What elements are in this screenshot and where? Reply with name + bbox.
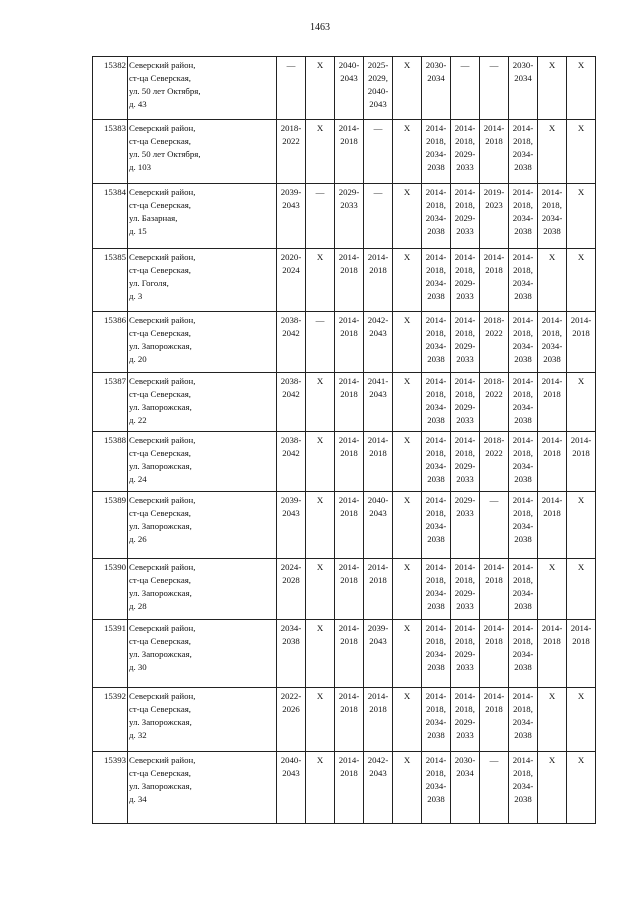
schedule-cell: 2014- 2018, 2034- 2038 bbox=[422, 432, 451, 492]
schedule-cell: 2014- 2018, 2034- 2038 bbox=[422, 688, 451, 752]
schedule-cell: 2014- 2018 bbox=[364, 559, 393, 620]
schedule-cell: 2014- 2018, 2034- 2038 bbox=[509, 120, 538, 184]
address-cell: Северский район, ст-ца Северская, ул. Запорожская, д. 30 bbox=[128, 620, 277, 688]
schedule-cell: Х bbox=[393, 432, 422, 492]
schedule-cell: 2038- 2042 bbox=[277, 373, 306, 432]
page-number: 1463 bbox=[310, 22, 330, 33]
schedule-cell: Х bbox=[306, 559, 335, 620]
schedule-cell: 2014- 2018, 2029- 2033 bbox=[451, 559, 480, 620]
schedule-cell: 2014- 2018, 2029- 2033 bbox=[451, 620, 480, 688]
schedule-cell: Х bbox=[306, 249, 335, 312]
schedule-cell: 2014- 2018, 2034- 2038 bbox=[538, 312, 567, 373]
schedule-cell: 2039- 2043 bbox=[277, 492, 306, 559]
schedule-cell: Х bbox=[393, 373, 422, 432]
record-number-cell: 15382 bbox=[93, 57, 128, 120]
schedule-cell: Х bbox=[567, 752, 596, 824]
schedule-cell: 2030- 2034 bbox=[422, 57, 451, 120]
schedule-cell: 2014- 2018, 2029- 2033 bbox=[451, 249, 480, 312]
schedule-cell: 2014- 2018 bbox=[480, 120, 509, 184]
table-row bbox=[93, 752, 596, 824]
schedule-cell: Х bbox=[306, 120, 335, 184]
schedule-cell: 2014- 2018 bbox=[538, 492, 567, 559]
schedule-cell: — bbox=[277, 57, 306, 120]
schedule-cell: 2018- 2022 bbox=[480, 312, 509, 373]
schedule-cell: 2014- 2018, 2034- 2038 bbox=[422, 559, 451, 620]
schedule-cell: 2014- 2018, 2029- 2033 bbox=[451, 432, 480, 492]
schedule-cell: 2039- 2043 bbox=[277, 184, 306, 249]
schedule-cell: 2042- 2043 bbox=[364, 312, 393, 373]
schedule-cell: 2039- 2043 bbox=[364, 620, 393, 688]
schedule-cell: 2014- 2018 bbox=[335, 373, 364, 432]
schedule-cell: Х bbox=[393, 492, 422, 559]
schedule-cell: 2029- 2033 bbox=[451, 492, 480, 559]
record-number-cell: 15389 bbox=[93, 492, 128, 559]
schedule-cell: 2014- 2018 bbox=[335, 688, 364, 752]
schedule-cell: — bbox=[480, 57, 509, 120]
schedule-cell: 2038- 2042 bbox=[277, 432, 306, 492]
schedule-cell: 2020- 2024 bbox=[277, 249, 306, 312]
schedule-cell: 2014- 2018 bbox=[480, 249, 509, 312]
address-cell: Северский район, ст-ца Северская, ул. Запорожская, д. 24 bbox=[128, 432, 277, 492]
schedule-cell: 2014- 2018 bbox=[335, 492, 364, 559]
schedule-cell: 2014- 2018, 2034- 2038 bbox=[422, 492, 451, 559]
schedule-cell: 2014- 2018, 2034- 2038 bbox=[509, 688, 538, 752]
schedule-cell: Х bbox=[567, 249, 596, 312]
schedule-cell: Х bbox=[538, 249, 567, 312]
schedule-cell: Х bbox=[567, 120, 596, 184]
schedule-cell: 2022- 2026 bbox=[277, 688, 306, 752]
table-row bbox=[93, 120, 596, 184]
schedule-cell: Х bbox=[306, 432, 335, 492]
schedule-cell: 2014- 2018 bbox=[480, 559, 509, 620]
schedule-cell: 2014- 2018 bbox=[480, 688, 509, 752]
schedule-cell: 2030- 2034 bbox=[509, 57, 538, 120]
schedule-cell: 2014- 2018, 2034- 2038 bbox=[509, 432, 538, 492]
schedule-cell: 2014- 2018 bbox=[538, 620, 567, 688]
schedule-cell: 2041- 2043 bbox=[364, 373, 393, 432]
schedule-cell: 2014- 2018 bbox=[480, 620, 509, 688]
schedule-cell: 2014- 2018, 2034- 2038 bbox=[422, 184, 451, 249]
address-cell: Северский район, ст-ца Северская, ул. Запорожская, д. 32 bbox=[128, 688, 277, 752]
address-cell: Северский район, ст-ца Северская, ул. Запорожская, д. 22 bbox=[128, 373, 277, 432]
schedule-cell: 2030- 2034 bbox=[451, 752, 480, 824]
record-number-cell: 15392 bbox=[93, 688, 128, 752]
table-row bbox=[93, 492, 596, 559]
schedule-cell: 2014- 2018 bbox=[364, 432, 393, 492]
schedule-cell: 2014- 2018, 2034- 2038 bbox=[422, 312, 451, 373]
schedule-cell: Х bbox=[393, 249, 422, 312]
table-row bbox=[93, 432, 596, 492]
schedule-cell: 2014- 2018, 2034- 2038 bbox=[422, 249, 451, 312]
schedule-cell: 2014- 2018 bbox=[364, 249, 393, 312]
schedule-cell: Х bbox=[567, 57, 596, 120]
schedule-cell: 2040- 2043 bbox=[364, 492, 393, 559]
schedule-cell: Х bbox=[393, 559, 422, 620]
schedule-cell: — bbox=[480, 492, 509, 559]
schedule-cell: — bbox=[306, 312, 335, 373]
schedule-cell: Х bbox=[306, 373, 335, 432]
schedule-cell: Х bbox=[306, 688, 335, 752]
schedule-cell: Х bbox=[538, 120, 567, 184]
schedule-cell: 2042- 2043 bbox=[364, 752, 393, 824]
schedule-cell: 2014- 2018 bbox=[335, 312, 364, 373]
schedule-cell: Х bbox=[306, 752, 335, 824]
schedule-cell: Х bbox=[393, 620, 422, 688]
address-cell: Северский район, ст-ца Северская, ул. Базарная, д. 15 bbox=[128, 184, 277, 249]
schedule-cell: 2019- 2023 bbox=[480, 184, 509, 249]
schedule-cell: Х bbox=[393, 688, 422, 752]
table-row bbox=[93, 373, 596, 432]
schedule-cell: Х bbox=[393, 57, 422, 120]
record-number-cell: 15385 bbox=[93, 249, 128, 312]
schedule-cell: Х bbox=[306, 492, 335, 559]
table-row bbox=[93, 249, 596, 312]
schedule-cell: Х bbox=[538, 559, 567, 620]
schedule-cell: 2014- 2018, 2034- 2038 bbox=[509, 559, 538, 620]
schedule-cell: 2040- 2043 bbox=[277, 752, 306, 824]
schedule-cell: 2014- 2018, 2034- 2038 bbox=[538, 184, 567, 249]
record-number-cell: 15391 bbox=[93, 620, 128, 688]
schedule-cell: 2018- 2022 bbox=[480, 373, 509, 432]
schedule-cell: 2014- 2018 bbox=[567, 432, 596, 492]
schedule-cell: 2014- 2018, 2034- 2038 bbox=[509, 184, 538, 249]
schedule-cell: 2014- 2018 bbox=[538, 432, 567, 492]
record-number-cell: 15386 bbox=[93, 312, 128, 373]
housing-registry-table bbox=[92, 56, 596, 824]
schedule-cell: Х bbox=[538, 688, 567, 752]
schedule-cell: Х bbox=[393, 184, 422, 249]
table-row bbox=[93, 312, 596, 373]
schedule-cell: Х bbox=[393, 312, 422, 373]
record-number-cell: 15393 bbox=[93, 752, 128, 824]
schedule-cell: 2014- 2018, 2034- 2038 bbox=[422, 752, 451, 824]
schedule-cell: 2038- 2042 bbox=[277, 312, 306, 373]
table-row bbox=[93, 688, 596, 752]
schedule-cell: — bbox=[364, 120, 393, 184]
schedule-cell: Х bbox=[538, 752, 567, 824]
schedule-cell: 2014- 2018 bbox=[567, 312, 596, 373]
schedule-cell: 2014- 2018 bbox=[538, 373, 567, 432]
schedule-cell: — bbox=[364, 184, 393, 249]
schedule-cell: 2014- 2018, 2034- 2038 bbox=[509, 312, 538, 373]
schedule-cell: 2014- 2018, 2029- 2033 bbox=[451, 688, 480, 752]
schedule-cell: 2014- 2018, 2029- 2033 bbox=[451, 120, 480, 184]
schedule-cell: 2014- 2018, 2034- 2038 bbox=[509, 492, 538, 559]
schedule-cell: — bbox=[306, 184, 335, 249]
schedule-cell: 2018- 2022 bbox=[277, 120, 306, 184]
schedule-cell: Х bbox=[393, 752, 422, 824]
record-number-cell: 15383 bbox=[93, 120, 128, 184]
schedule-cell: Х bbox=[567, 688, 596, 752]
record-number-cell: 15388 bbox=[93, 432, 128, 492]
table-row bbox=[93, 620, 596, 688]
schedule-cell: 2014- 2018, 2034- 2038 bbox=[422, 620, 451, 688]
schedule-cell: 2014- 2018, 2034- 2038 bbox=[509, 620, 538, 688]
schedule-cell: Х bbox=[567, 492, 596, 559]
schedule-cell: Х bbox=[567, 373, 596, 432]
schedule-cell: Х bbox=[306, 620, 335, 688]
address-cell: Северский район, ст-ца Северская, ул. 50 лет Октября, д. 43 bbox=[128, 57, 277, 120]
schedule-cell: 2024- 2028 bbox=[277, 559, 306, 620]
schedule-cell: 2014- 2018, 2034- 2038 bbox=[509, 373, 538, 432]
schedule-cell: 2040- 2043 bbox=[335, 57, 364, 120]
address-cell: Северский район, ст-ца Северская, ул. Запорожская, д. 26 bbox=[128, 492, 277, 559]
schedule-cell: 2014- 2018, 2034- 2038 bbox=[422, 120, 451, 184]
schedule-cell: 2014- 2018 bbox=[335, 752, 364, 824]
schedule-cell: — bbox=[451, 57, 480, 120]
schedule-cell: 2014- 2018, 2029- 2033 bbox=[451, 373, 480, 432]
schedule-cell: 2014- 2018 bbox=[335, 620, 364, 688]
schedule-cell: Х bbox=[567, 559, 596, 620]
schedule-cell: 2014- 2018, 2034- 2038 bbox=[509, 249, 538, 312]
table-row bbox=[93, 559, 596, 620]
table-body bbox=[93, 57, 596, 824]
schedule-cell: — bbox=[480, 752, 509, 824]
address-cell: Северский район, ст-ца Северская, ул. Запорожская, д. 34 bbox=[128, 752, 277, 824]
record-number-cell: 15390 bbox=[93, 559, 128, 620]
address-cell: Северский район, ст-ца Северская, ул. Гоголя, д. 3 bbox=[128, 249, 277, 312]
schedule-cell: 2014- 2018 bbox=[335, 249, 364, 312]
record-number-cell: 15387 bbox=[93, 373, 128, 432]
schedule-cell: 2014- 2018 bbox=[335, 120, 364, 184]
address-cell: Северский район, ст-ца Северская, ул. 50 лет Октября, д. 103 bbox=[128, 120, 277, 184]
schedule-cell: 2014- 2018, 2029- 2033 bbox=[451, 312, 480, 373]
address-cell: Северский район, ст-ца Северская, ул. Запорожская, д. 20 bbox=[128, 312, 277, 373]
schedule-cell: 2034- 2038 bbox=[277, 620, 306, 688]
schedule-cell: Х bbox=[538, 57, 567, 120]
record-number-cell: 15384 bbox=[93, 184, 128, 249]
schedule-cell: 2014- 2018 bbox=[335, 432, 364, 492]
schedule-cell: 2025- 2029, 2040- 2043 bbox=[364, 57, 393, 120]
schedule-cell: 2018- 2022 bbox=[480, 432, 509, 492]
schedule-cell: 2014- 2018, 2034- 2038 bbox=[509, 752, 538, 824]
table-row bbox=[93, 57, 596, 120]
schedule-cell: Х bbox=[393, 120, 422, 184]
schedule-cell: 2014- 2018 bbox=[364, 688, 393, 752]
schedule-cell: 2014- 2018, 2029- 2033 bbox=[451, 184, 480, 249]
schedule-cell: 2014- 2018 bbox=[335, 559, 364, 620]
table-row bbox=[93, 184, 596, 249]
schedule-cell: 2014- 2018 bbox=[567, 620, 596, 688]
schedule-cell: 2014- 2018, 2034- 2038 bbox=[422, 373, 451, 432]
schedule-cell: Х bbox=[306, 57, 335, 120]
address-cell: Северский район, ст-ца Северская, ул. Запорожская, д. 28 bbox=[128, 559, 277, 620]
schedule-cell: 2029- 2033 bbox=[335, 184, 364, 249]
schedule-cell: Х bbox=[567, 184, 596, 249]
